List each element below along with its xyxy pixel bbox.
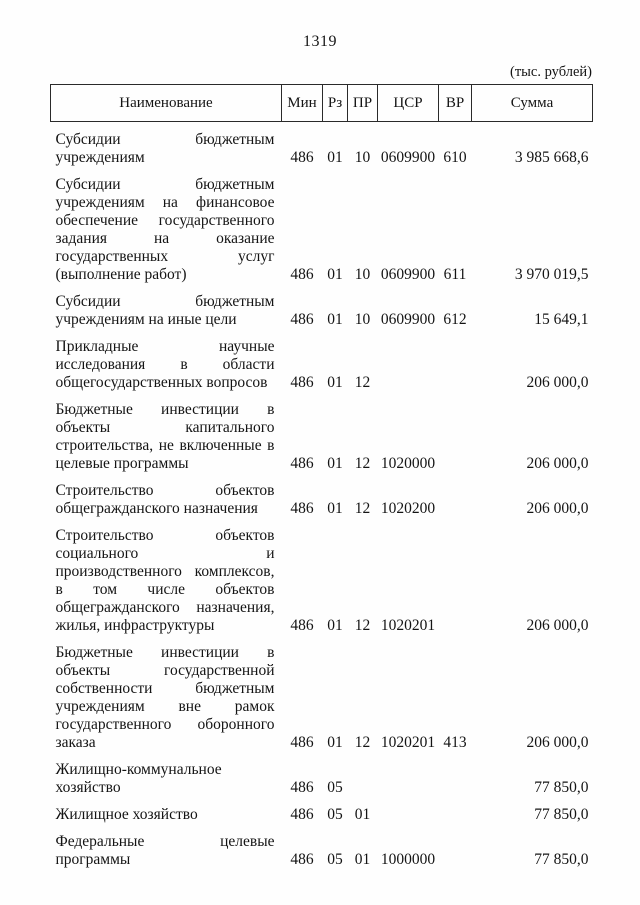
cell-rz: 05 [327, 806, 343, 823]
cell-csr [378, 329, 439, 392]
cell-min: 486 [290, 617, 314, 634]
header-min: Мин [282, 85, 323, 122]
table-header-row [51, 85, 593, 122]
cell-vr: 611 [443, 266, 467, 283]
cell-rz: 01 [327, 500, 343, 517]
table-row [51, 122, 593, 168]
cell-pr: 12 [354, 734, 371, 751]
cell-min: 486 [290, 311, 314, 328]
table-row [51, 167, 593, 284]
cell-pr: 10 [354, 311, 371, 328]
table-row [51, 473, 593, 518]
cell-csr: 1000000 [380, 851, 436, 868]
header-pr: ПР [348, 85, 378, 122]
cell-csr: 0609900 [380, 311, 436, 328]
cell-rz: 01 [327, 311, 343, 328]
table-row [51, 824, 593, 869]
cell-vr: 610 [443, 149, 467, 166]
header-csr: ЦСР [378, 85, 439, 122]
cell-min: 486 [290, 455, 314, 472]
cell-sum: 77 850,0 [534, 806, 589, 823]
cell-sum: 77 850,0 [534, 779, 589, 796]
cell-csr [378, 797, 439, 824]
cell-vr: 413 [443, 734, 467, 751]
cell-vr [439, 824, 472, 869]
table-row [51, 284, 593, 329]
cell-vr: 612 [443, 311, 467, 328]
cell-rz: 01 [327, 455, 343, 472]
cell-pr [348, 752, 378, 797]
cell-sum: 206 000,0 [526, 455, 589, 472]
cell-csr: 1020200 [380, 500, 436, 517]
cell-rz: 01 [327, 374, 343, 391]
cell-sum: 15 649,1 [534, 311, 589, 328]
table-row [51, 518, 593, 635]
cell-min: 486 [290, 266, 314, 283]
budget-table [50, 84, 593, 869]
cell-rz: 05 [327, 851, 343, 868]
cell-csr: 1020000 [380, 455, 436, 472]
cell-sum: 206 000,0 [526, 500, 589, 517]
cell-min: 486 [290, 734, 314, 751]
cell-name: Бюджетные инвестиции в объекты капитального строительства, не включенные в целевые программы [55, 401, 275, 472]
cell-min: 486 [290, 500, 314, 517]
cell-sum: 206 000,0 [526, 734, 589, 751]
table-row [51, 635, 593, 752]
header-vr: ВР [439, 85, 472, 122]
cell-name: Строительство объектов общегражданского назначения [55, 482, 275, 517]
cell-rz: 01 [327, 149, 343, 166]
cell-sum: 3 985 668,6 [514, 149, 589, 166]
header-rz: Рз [323, 85, 348, 122]
header-name: Наименование [51, 85, 282, 122]
cell-csr: 1020201 [380, 734, 436, 751]
cell-vr [439, 518, 472, 635]
cell-name: Субсидии бюджетным учреждениям на финансовое обеспечение государственного задания на оказание государственных услуг (выполнение работ) [55, 176, 275, 283]
cell-pr: 10 [354, 266, 371, 283]
cell-name: Федеральные целевые программы [55, 833, 275, 868]
cell-min: 486 [290, 149, 314, 166]
cell-rz: 01 [327, 266, 343, 283]
table-row [51, 797, 593, 824]
cell-pr: 12 [354, 455, 371, 472]
cell-pr: 01 [354, 806, 371, 823]
cell-pr: 10 [354, 149, 371, 166]
cell-pr: 01 [354, 851, 371, 868]
cell-csr: 0609900 [380, 266, 436, 283]
cell-min: 486 [290, 851, 314, 868]
cell-name: Субсидии бюджетным учреждениям [55, 131, 275, 166]
cell-rz: 01 [327, 734, 343, 751]
cell-vr [439, 752, 472, 797]
cell-name: Жилищно-коммунальное хозяйство [55, 761, 222, 796]
cell-vr [439, 329, 472, 392]
page-number: 1319 [303, 33, 337, 50]
cell-rz: 05 [327, 779, 343, 796]
cell-name: Субсидии бюджетным учреждениям на иные цели [55, 293, 275, 328]
cell-min: 486 [290, 806, 314, 823]
cell-sum: 3 970 019,5 [514, 266, 589, 283]
cell-pr: 12 [354, 500, 371, 517]
cell-csr: 0609900 [380, 149, 436, 166]
cell-sum: 77 850,0 [534, 851, 589, 868]
cell-min: 486 [290, 374, 314, 391]
units-note: (тыс. рублей) [510, 64, 592, 80]
cell-min: 486 [290, 779, 314, 796]
table-row [51, 752, 593, 797]
cell-rz: 01 [327, 617, 343, 634]
cell-pr: 12 [354, 374, 371, 391]
cell-name: Прикладные научные исследования в области общегосударственных вопросов [55, 338, 275, 391]
cell-csr [378, 752, 439, 797]
cell-sum: 206 000,0 [526, 374, 589, 391]
cell-sum: 206 000,0 [526, 617, 589, 634]
cell-pr: 12 [354, 617, 371, 634]
header-sum: Сумма [472, 85, 593, 122]
cell-name: Бюджетные инвестиции в объекты государственной собственности бюджетным учреждениям вне рамок государственного оборонного заказа [55, 644, 275, 751]
cell-vr [439, 392, 472, 473]
cell-vr [439, 797, 472, 824]
table-row [51, 392, 593, 473]
cell-name: Жилищное хозяйство [55, 806, 198, 823]
cell-vr [439, 473, 472, 518]
table-row [51, 329, 593, 392]
cell-csr: 1020201 [380, 617, 436, 634]
cell-name: Строительство объектов социального и производственного комплексов, в том числе объектов общегражданского назначения, жилья, инфраструктуры [55, 527, 275, 634]
